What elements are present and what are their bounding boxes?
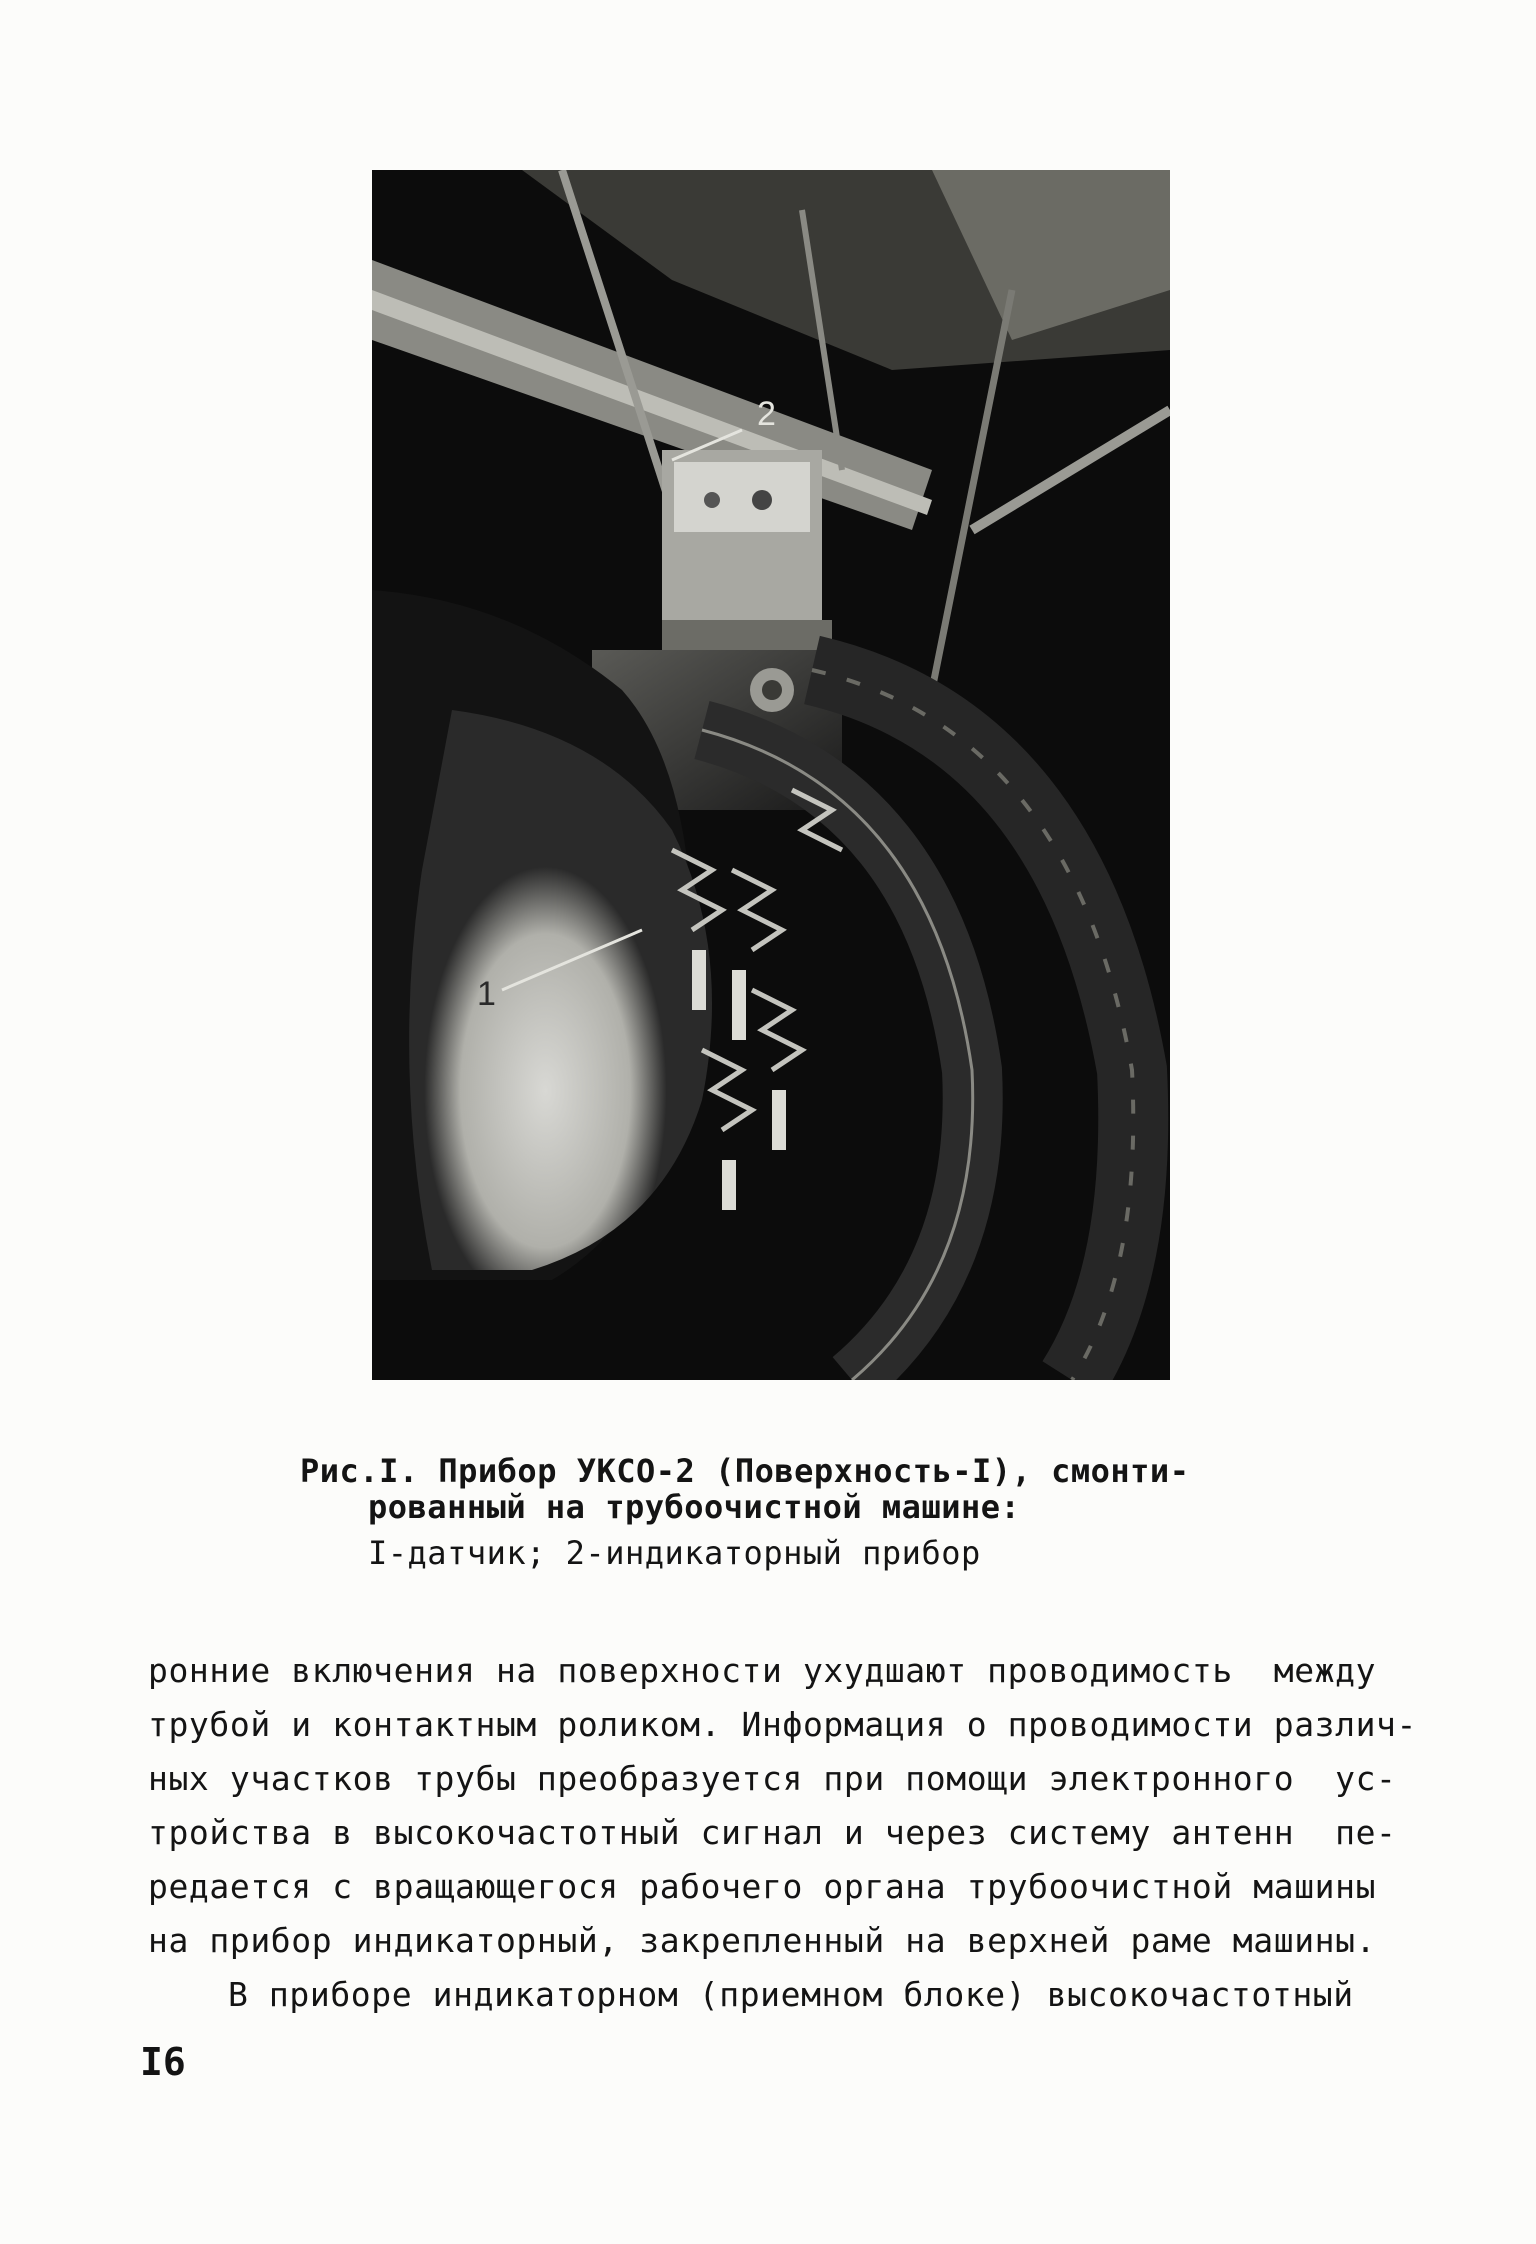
figure-photo [372, 170, 1170, 1380]
body-line: трубой и контактным роликом. Информация о проводимости различ- [148, 1705, 1417, 1744]
body-paragraph [148, 1644, 1417, 2022]
photo-illustration [372, 170, 1170, 1380]
body-line: В приборе индикаторном (приемном блоке) высокочастотный [228, 1975, 1354, 2014]
caption-line-3: I-датчик; 2-индикаторный прибор [368, 1534, 981, 1572]
callout-1: 1 [477, 975, 496, 1013]
caption-line-1: Рис.I. Прибор УКСО-2 (Поверхность-I), смонти- [300, 1452, 1190, 1490]
caption-line-2: рованный на трубоочистной машине: [368, 1488, 1021, 1526]
body-line: тройства в высокочастотный сигнал и через систему антенн пе- [148, 1813, 1397, 1852]
body-line: ронние включения на поверхности ухудшают проводимость между [148, 1651, 1377, 1690]
body-line: на прибор индикаторный, закрепленный на верхней раме машины. [148, 1921, 1377, 1960]
body-line: редается с вращающегося рабочего органа трубоочистной машины [148, 1867, 1377, 1906]
page-number: I6 [140, 2040, 186, 2084]
figure-caption [300, 1453, 1280, 1571]
callout-2: 2 [757, 395, 776, 433]
body-line: ных участков трубы преобразуется при помощи электронного ус- [148, 1759, 1397, 1798]
